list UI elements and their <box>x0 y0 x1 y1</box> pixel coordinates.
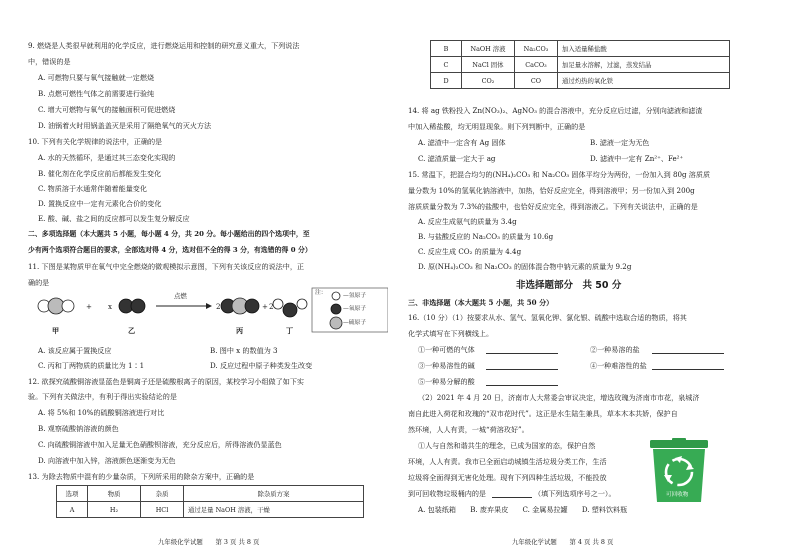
q15-option-b: B. 与盐酸反应的 Na₂CO₃ 的质量为 10.6g <box>418 232 554 241</box>
q16-stem-cont: 化学式填写在下列横线上。 <box>408 329 494 338</box>
q16-blank-5: ⑤一种易分解的酸 <box>418 377 475 386</box>
table-cell: 通过灼热的氧化铁 <box>558 73 730 89</box>
section3-heading: 三、非选择题（本大题共 5 小题，共 50 分） <box>408 298 554 307</box>
answer-line-3[interactable] <box>486 369 558 370</box>
molecule-bing <box>221 298 259 314</box>
q15-stem-cont2: 溶质质量分数为 7.3%的盐酸中，也恰好反应完全，得到溶液乙。下列有关说法中，正确的是 <box>408 202 698 211</box>
q10-option-e: E. 酸、碱、盐之间的反应都可以发生复分解反应 <box>38 214 190 223</box>
molecule-yi <box>119 299 145 313</box>
answer-line-6[interactable] <box>492 497 532 498</box>
q14-option-a: A. 滤渣中一定含有 Ag 固体 <box>418 138 506 147</box>
table-cell: HCl <box>141 502 184 518</box>
table-cell: Na₂CO₃ <box>515 41 558 57</box>
reaction-condition: 点燃 <box>174 292 187 300</box>
right-page-footer: 九年级化学试题 第 4 页 共 8 页 <box>512 538 614 546</box>
q15-option-a: A. 反应生成氨气的质量为 3.4g <box>418 217 517 226</box>
q12-option-a: A. 将 5%和 10%的硫酸铜溶液进行对比 <box>38 408 165 417</box>
legend-title: 注： <box>315 290 327 296</box>
q16-part3-line2: 环境，人人有责。我市已全面启动城镇生活垃圾分类工作，生活 <box>408 457 607 466</box>
q10-option-a: A. 水的天然循环，是通过其三态变化实现的 <box>38 153 176 162</box>
q10-option-d: D. 置换反应中一定有元素化合价的变化 <box>38 199 162 208</box>
q16-part3-line3: 垃圾将全面得到无害化处理。现有下列四种生活垃圾，不能投放 <box>408 473 607 482</box>
table-cell: A <box>57 502 88 518</box>
q12-stem: 12. 欲探究硫酸铜溶液显蓝色是铜离子还是硫酸根离子的原因，某校学习小组做了如下实 <box>28 377 305 386</box>
q16-blank-2: ②一种易溶的盐 <box>590 345 640 354</box>
q14-option-b: B. 滤液一定为无色 <box>590 138 650 147</box>
coefficient-2a: 2 <box>216 302 221 311</box>
q11-option-c: C. 丙和丁两物质的质量比为 1∶1 <box>38 361 145 370</box>
section2-heading-cont: 少有两个选项符合题目的要求，全部选对得 4 分，选对但不全的得 3 分，有选错的得 0 分） <box>28 246 312 254</box>
q13-table-part2 <box>430 40 730 89</box>
table-cell: CO₂ <box>462 73 515 89</box>
legend-hydrogen: —氢原子 <box>343 293 367 299</box>
q12-option-c: C. 向硫酸铜溶液中加入足量无色硝酸钡溶液，充分反应后，所得溶液仍显蓝色 <box>38 440 282 449</box>
q16-part2-line2: 南自此进入荷花和玫瑰的“双市花时代”。这正是水生陆生兼具，草本木本共娇，保护自 <box>408 409 678 418</box>
label-yi: 乙 <box>128 326 136 335</box>
answer-line-1[interactable] <box>486 353 558 354</box>
answer-line-5[interactable] <box>486 385 558 386</box>
q10-option-b: B. 催化剂在化学反应前后都能发生变化 <box>38 169 162 178</box>
q16-stem: 16.（10 分）（1）按要求从水、氢气、氢氧化钾、氯化银、硫酸中选取合适的物质，将其 <box>408 313 687 322</box>
q11-option-b: B. 图中 x 的数值为 3 <box>210 346 278 355</box>
table-row <box>57 502 364 518</box>
q9-option-d: D. 油锅着火时用锅盖盖灭是采用了隔绝氧气的灭火方法 <box>38 121 212 130</box>
q16-part2-line1: （2）2021 年 4 月 20 日，济南市人大常委会审议决定，增选玫瑰为济南市市花，泉城济 <box>418 393 700 402</box>
left-page-footer: 九年级化学试题 第 3 页 共 8 页 <box>158 538 260 546</box>
q9-option-b: B. 点燃可燃性气体之前需要进行验纯 <box>38 89 155 98</box>
q15-option-c: C. 反应生成 CO₂ 的质量为 4.4g <box>418 247 522 256</box>
q14-stem-cont: 中加入稀盐酸，均无明显现象。则下列判断中，正确的是 <box>408 122 586 131</box>
q15-option-d: D. 原(NH₄)₂CO₃ 和 Na₂CO₃ 的固体混合物中钠元素的质量为 9.2g <box>418 262 632 271</box>
q9-stem: 9. 燃烧是人类很早就利用的化学反应，进行燃烧运用和控制的研究意义重大，下列说法 <box>28 41 300 50</box>
q11-stem-cont: 确的是 <box>28 278 50 287</box>
label-ding: 丁 <box>286 326 294 335</box>
q14-stem: 14. 将 ag 铁粉投入 Zn(NO₃)₂、AgNO₃ 的混合溶液中，充分反应后过滤，分别向滤液和滤渣 <box>408 106 703 115</box>
legend-oxygen: —氧原子 <box>343 306 367 312</box>
q9-option-a: A. 可燃物只要与氧气接触就一定燃烧 <box>38 73 155 82</box>
q16-blank-1: ①一种可燃的气体 <box>418 345 475 354</box>
table-cell: NaOH 溶液 <box>462 41 515 57</box>
table-cell: H₂ <box>88 502 141 518</box>
table-cell: B <box>431 41 462 57</box>
label-bing: 丙 <box>236 326 244 335</box>
q15-stem: 15. 常温下，把混合均匀的(NH₄)₂CO₃ 和 Na₂CO₃ 固体平均分为两份，一份加入到 80g 溶质质 <box>408 170 711 179</box>
table-row <box>431 73 730 89</box>
table-cell: 加足量水溶解，过滤，蒸发结晶 <box>558 57 730 73</box>
molecule-jia <box>38 298 74 314</box>
q9-option-c: C. 增大可燃物与氧气的接触面积可促进燃烧 <box>38 105 176 114</box>
table-cell: 加入适量稀盐酸 <box>558 41 730 57</box>
header-cell: 除杂质方案 <box>184 486 364 502</box>
molecule-ding <box>273 299 307 317</box>
label-jia: 甲 <box>52 326 60 335</box>
plus-sign-2: + <box>262 302 268 311</box>
q11-option-a: A. 该反应属于置换反应 <box>38 346 112 355</box>
answer-line-2[interactable] <box>652 353 724 354</box>
table-row <box>431 41 730 57</box>
q16-part3-line4-cont: （填下列选项序号之一）。 <box>534 489 616 498</box>
table-cell: CO <box>515 73 558 89</box>
reaction-svg <box>28 286 388 342</box>
section2-heading: 二、多项选择题（本大题共 5 小题，每小题 4 分，共 20 分。每小题给出的四个选项中，至 <box>28 230 310 238</box>
coefficient-2b: 2 <box>269 302 274 311</box>
q10-stem: 10. 下列有关化学规律的说法中，正确的是 <box>28 137 163 146</box>
q12-option-b: B. 观察硫酸钠溶液的颜色 <box>38 424 119 433</box>
q16-choices: A. 包装纸箱 B. 废弃果皮 C. 金属易拉罐 D. 塑料饮料瓶 <box>418 505 628 514</box>
q11-option-d: D. 反应过程中原子种类发生改变 <box>210 361 313 370</box>
table-row <box>431 57 730 73</box>
header-cell: 选项 <box>57 486 88 502</box>
legend-sulfur: —硫原子 <box>343 320 367 326</box>
q9-stem-cont: 中，错误的是 <box>28 57 71 66</box>
q16-part3-line4: 到可回收物垃圾桶内的是 <box>408 489 487 498</box>
table-cell: NaCl 固体 <box>462 57 515 73</box>
q16-part2-line3: 然环境，人人有责，一城“荷溶玫好”。 <box>408 425 529 434</box>
q14-option-d: D. 滤液中一定有 Zn²⁺、Fe²⁺ <box>590 154 684 163</box>
plus-sign-1: + <box>86 302 92 311</box>
q16-blank-3: ③一种易溶性的碱 <box>418 361 475 370</box>
q10-option-c: C. 物质溶于水通常伴随着能量变化 <box>38 184 147 193</box>
bin-label: 可回收物 <box>666 492 689 498</box>
q12-stem-cont: 验。下列有关做法中，有利于得出实验结论的是 <box>28 392 177 401</box>
q16-part3-line1: ①人与自然和谐共生的理念，已成为国家的态，保护自然 <box>418 441 596 450</box>
q13-table-part1 <box>56 485 364 518</box>
header-cell: 物质 <box>88 486 141 502</box>
table-header-row <box>57 486 364 502</box>
recycle-bin-illustration <box>644 438 714 504</box>
table-cell: C <box>431 57 462 73</box>
q14-option-c: C. 滤渣质量一定大于 ag <box>418 154 496 163</box>
q11-reaction-diagram <box>28 286 388 342</box>
q11-stem: 11. 下图是某物质甲在氧气中完全燃烧的微观模拟示意图，下列有关该反应的说法中，正 <box>28 262 305 271</box>
answer-line-4[interactable] <box>652 369 724 370</box>
part2-title: 非选择题部分 共 50 分 <box>516 280 622 291</box>
coefficient-x: x <box>108 302 113 311</box>
header-cell: 杂质 <box>141 486 184 502</box>
table-cell: D <box>431 73 462 89</box>
table-cell: CaCO₃ <box>515 57 558 73</box>
q15-stem-cont: 量分数为 10%的氢氧化钠溶液中，加热，恰好反应完全，得到溶液甲；另一份加入到 200g <box>408 186 695 195</box>
q13-stem: 13. 为除去物质中混有的少量杂质，下列所采用的除杂方案中，正确的是 <box>28 472 255 481</box>
q12-option-d: D. 向溶液中加入锌，溶液颜色逐渐变为无色 <box>38 456 176 465</box>
table-cell: 通过足量 NaOH 溶液，干燥 <box>184 502 364 518</box>
q16-blank-4: ④一种难溶性的盐 <box>590 361 647 370</box>
